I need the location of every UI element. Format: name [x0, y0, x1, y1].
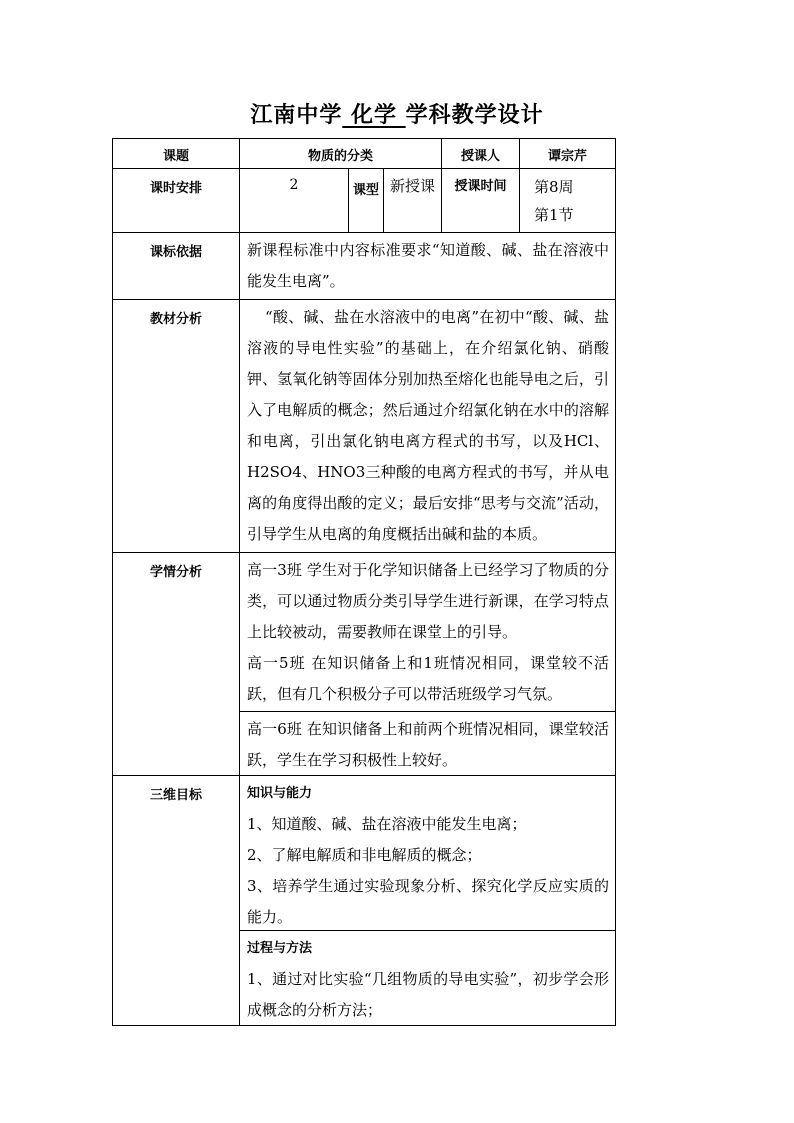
knowledge-heading: 知识与能力 [247, 786, 313, 801]
type-value: 新授课 [384, 169, 442, 233]
row-schedule [113, 169, 616, 233]
students-cell [240, 553, 616, 776]
goals-cell [240, 776, 616, 1026]
label-students: 学情分析 [113, 553, 240, 776]
row-students [113, 553, 616, 776]
label-standard: 课标依据 [113, 233, 240, 300]
row-material [113, 300, 616, 553]
row-goals [113, 776, 616, 1026]
page-title [0, 100, 794, 130]
class6-text: 高一6班 在知识储备上和前两个班情况相同，课堂较活跃，学生在学习积极性上较好。 [247, 720, 610, 769]
lesson-plan-table [112, 138, 616, 1026]
time-week: 第8周 [534, 178, 574, 196]
time-value [520, 169, 616, 233]
label-schedule: 课时安排 [113, 169, 240, 233]
label-time: 授课时间 [442, 169, 520, 233]
process-item-1: 1、通过对比实验“几组物质的导电实验”，初步学会形成概念的分析方法； [247, 970, 610, 1019]
row-topic [113, 139, 616, 169]
label-topic: 课题 [113, 139, 240, 169]
title-suffix: 学科教学设计 [405, 102, 544, 128]
class3-text: 高一3班 学生对于化学知识储备上已经学习了物质的分类，可以通过物质分类引导学生进行新课，在学习特点上比较被动，需要教师在课堂上的引导。 [247, 561, 610, 641]
title-subject: 化学 [342, 102, 406, 128]
label-material: 教材分析 [113, 300, 240, 553]
title-prefix: 江南中学 [250, 102, 343, 128]
knowledge-item-1: 1、知道酸、碱、盐在溶液中能发生电离； [247, 815, 527, 833]
row-standard [113, 233, 616, 300]
hours-value: 2 [240, 169, 349, 233]
goals-knowledge [240, 776, 615, 930]
goals-process [240, 930, 615, 1025]
label-goals: 三维目标 [113, 776, 240, 1026]
label-teacher: 授课人 [442, 139, 520, 169]
time-section: 第1节 [534, 206, 574, 224]
standard-text: 新课程标准中内容标准要求“知道酸、碱、盐在溶液中能发生电离”。 [240, 233, 616, 300]
students-top [240, 553, 615, 711]
knowledge-item-3: 3、培养学生通过实验现象分析、探究化学反应实质的能力。 [247, 877, 610, 926]
material-text: “酸、碱、盐在水溶液中的电离”在初中“酸、碱、盐溶液的导电性实验”的基础上，在介绍氯化钠、硝酸钾、氢氧化钠等固体分别加热至熔化也能导电之后，引入了电解质的概念；然后通过介绍氯化钠在水中的溶解和电离，引出氯化钠电离方程式的书写，以及HCl、H2SO4、HNO3三种酸的电离方程式的书写，并从电离的角度得出酸的定义；最后安排“思考与交流”活动，引导学生从电离的角度概括出碱和盐的本质。 [240, 300, 616, 553]
teacher-value: 谭宗芹 [520, 139, 616, 169]
class5-text: 高一5班 在知识储备上和1班情况相同，课堂较不活跃，但有几个积极分子可以带活班级学习气氛。 [247, 654, 610, 703]
process-heading: 过程与方法 [247, 941, 313, 956]
students-bottom [240, 711, 615, 775]
label-type: 课型 [349, 169, 384, 233]
topic-value: 物质的分类 [240, 139, 442, 169]
knowledge-item-2: 2、了解电解质和非电解质的概念； [247, 846, 482, 864]
